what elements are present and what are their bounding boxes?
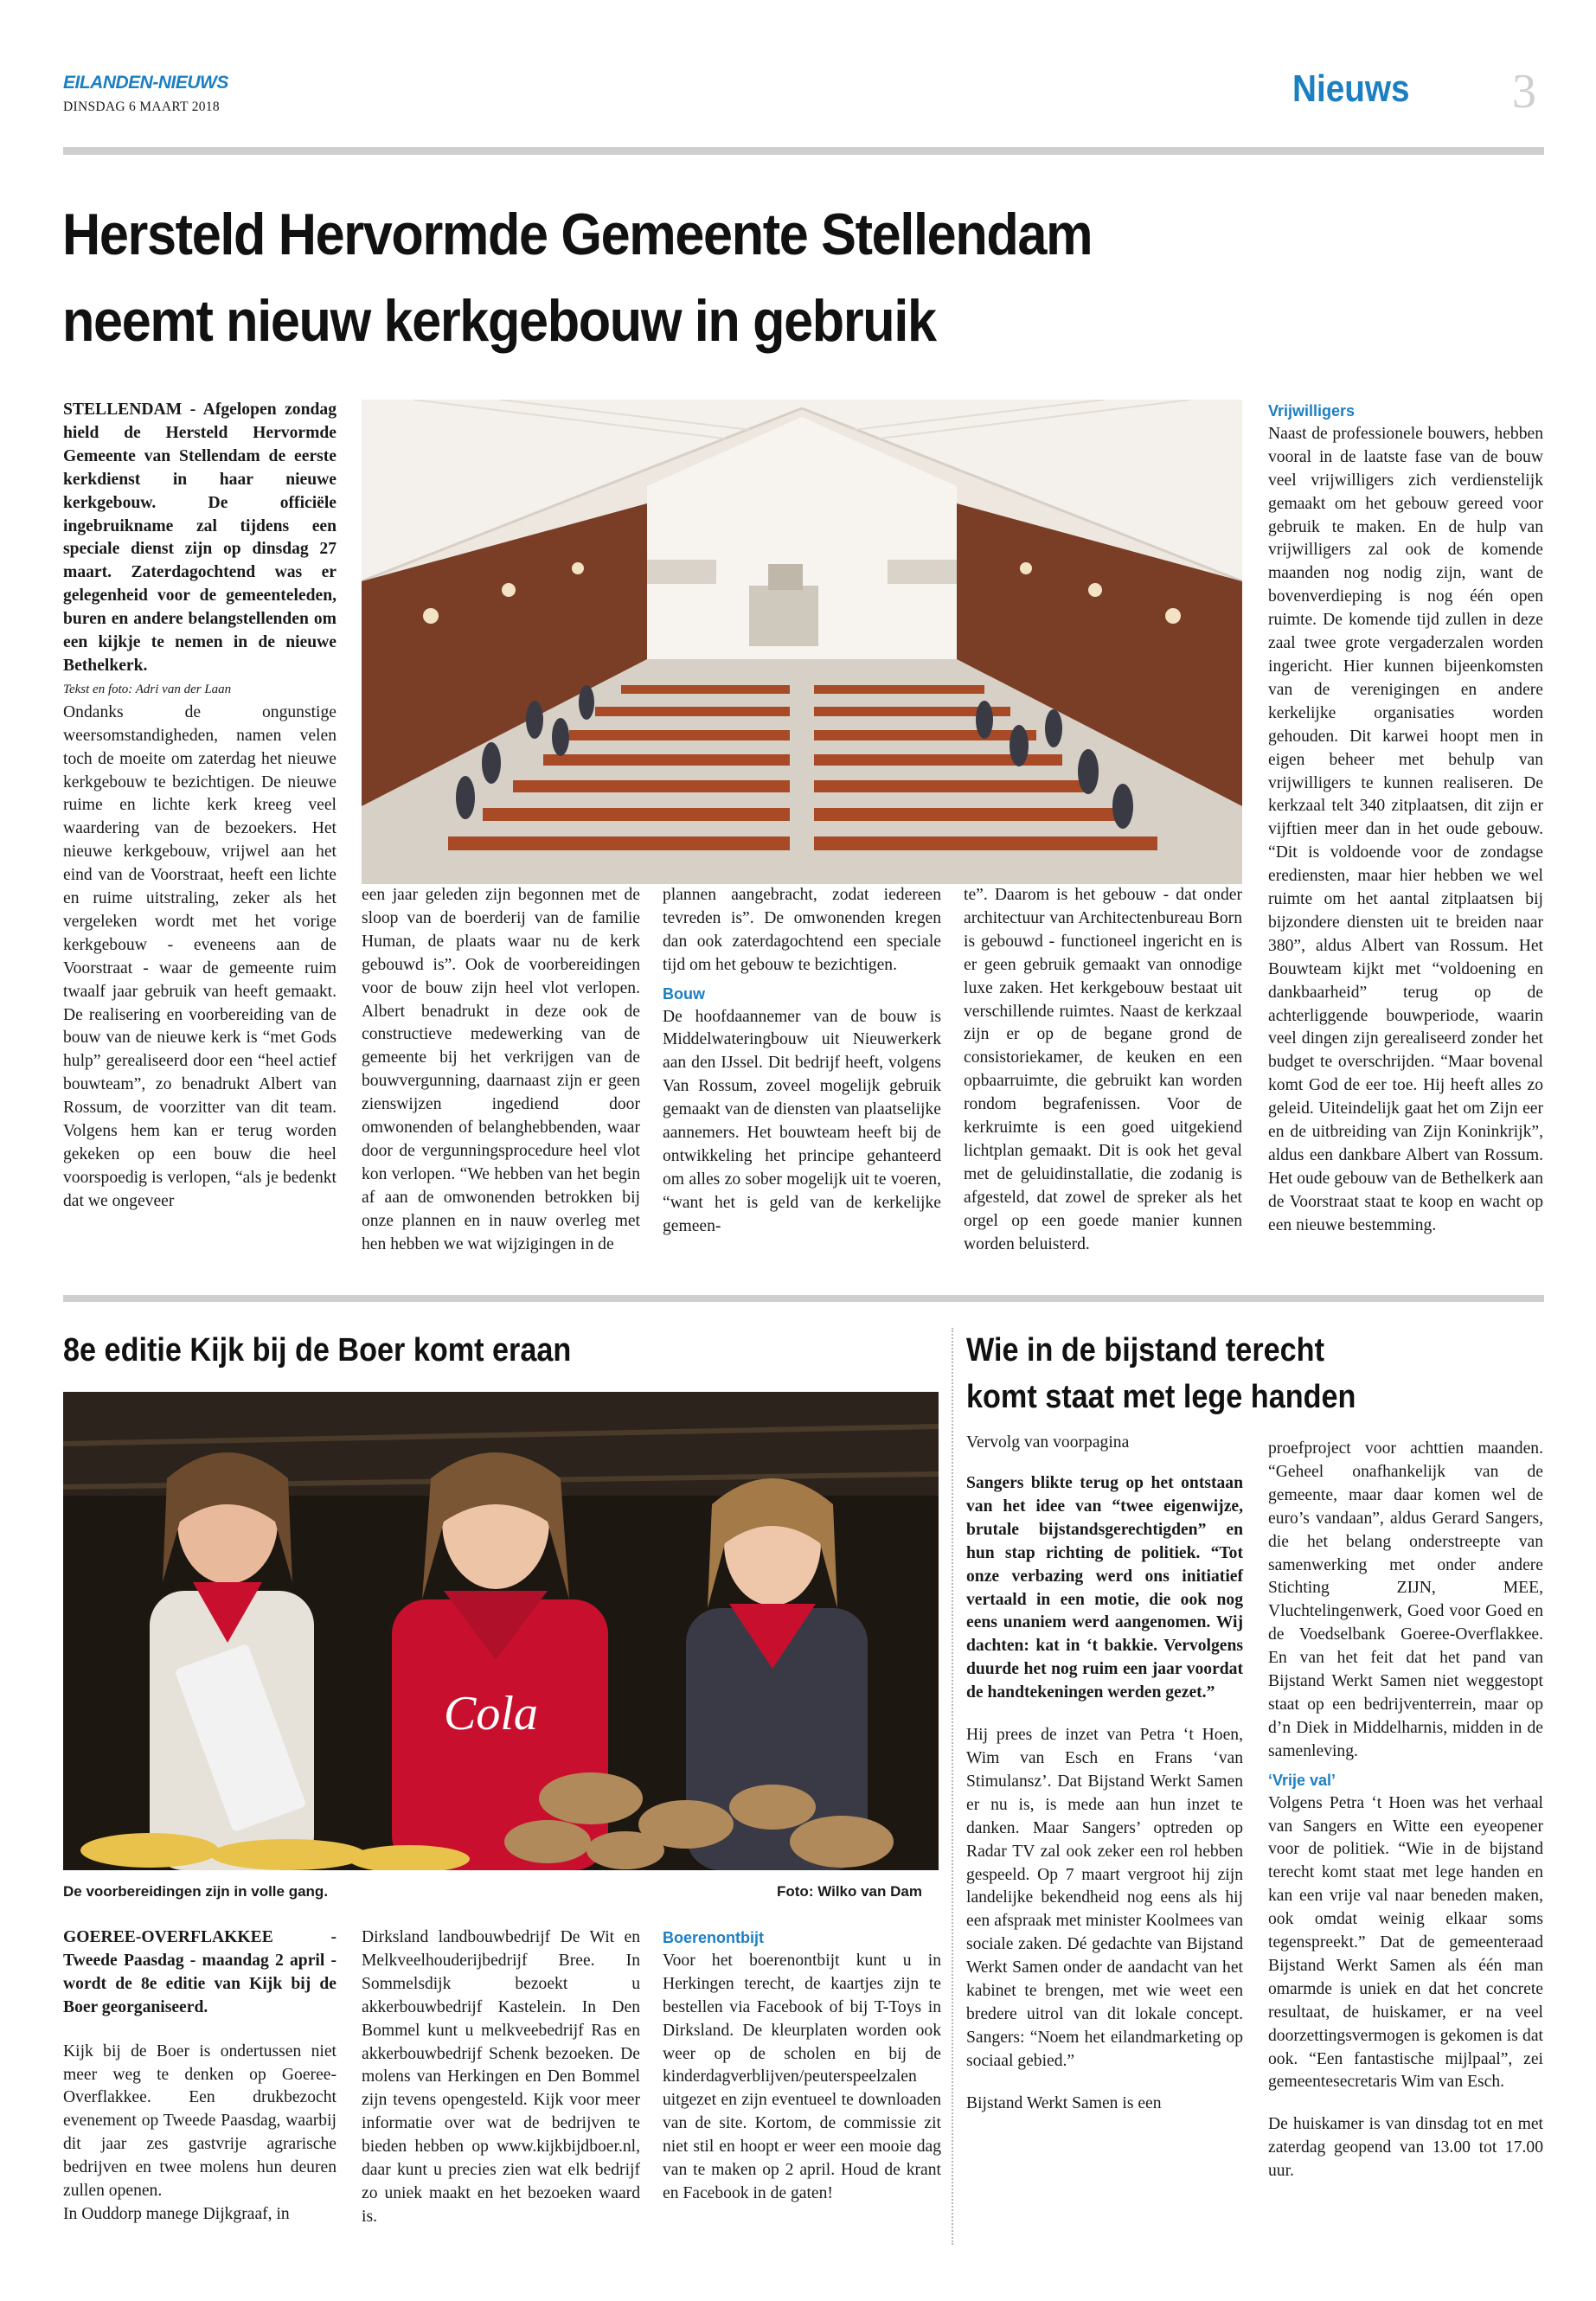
article1-lead: STELLENDAM - Afgelopen zondag hield de Hersteld Hervormde Gemeente van Stellendam de eerste kerkdienst in haar nieuwe kerkgebouw. De officiële ingebruikname zal tijdens een speciale dienst zijn op dinsdag 27 maart. Zaterdagochtend was er gelegenheid voor de gemeenteleden, buren en andere belangstellenden om een kijkje te nemen in de nieuwe Bethelkerk. xyxy=(63,401,337,675)
article3-col2-body: proefproject voor achttien maanden. “Geheel onafhankelijk van de gemeente, maar daar komen wel de euro’s vandaan”, aldus Gerard Sangers, die het belang onderstreepte van samenwerking met onder andere Stichting ZIJN, MEE, Vluchtelingenwerk, Goed voor Goed en de Voedselbank Goeree-Overflakkee. En van het feit dat het pand van Bijstand Werkt Samen niet weggestopt staat op een bedrijventerrein, maar op d’n Diek in Middelharnis, midden in de samenleving. xyxy=(1268,1439,1543,1760)
article3-kicker: Vervolg van voorpagina xyxy=(966,1433,1130,1452)
church-interior-illustration xyxy=(362,400,1242,884)
article1-subhead-vrijwilligers: Vrijwilligers xyxy=(1268,402,1356,420)
article3-col1-body2: Bijstand Werkt Samen is een xyxy=(966,2093,1162,2112)
article2-headline: 8e editie Kijk bij de Boer komt eraan xyxy=(63,1332,572,1368)
article1-col1 xyxy=(63,399,337,1214)
article1-col5-body: Naast de professionele bouwers, hebben vooral in de laatste fase van de bouw veel vrijwilligers zich verdienstelijk gemaakt om het gebouw gereed voor gebruik te maken. En de hulp van vrijwilligers zal ook de komende maanden nog nodig zijn, want de bovenverdieping is nog één open ruimte. De komende tijd zullen in deze zaal twee grote vergaderzalen worden ingericht. Hier kunnen bijeenkomsten van de verenigingen en andere kerkelijke organisaties worden gehouden. Dit karwei hoopt men in eigen beheer met behulp van vrijwilligers te kunnen realiseren. De kerkzaal telt 340 zitplaatsen, dit zijn er vijftien meer dan in het oude gebouw. “Dit is voldoende voor de zondagse erediensten, maar hier hebben we wel ruimte om het aantal zitplaatsen bij bijzondere diensten uit te breiden naar 380”, aldus Albert van Rossum. Het Bouwteam kijkt met “voldoening en dankbaarheid” terug op de achterliggende bouwperiode, waarin veel dingen zijn gerealiseerd zonder het budget te overschrijden. “Maar bovenal komt God de eer toe. Hij heeft alles zo geleid. Uiteindelijk gaat het om Zijn eer en de uitbreiding van Zijn Koninkrijk”, aldus een dankbare Albert van Rossum. Het oude gebouw van de Bethelkerk aan de Voorstraat staat te koop en wacht op een nieuwe bestemming. xyxy=(1268,424,1543,1234)
farm-children-illustration xyxy=(63,1392,939,1870)
church-interior-photo xyxy=(362,400,1242,884)
article3-col2 xyxy=(1268,1438,1543,2183)
article1-col2 xyxy=(362,884,640,1257)
article2-col3 xyxy=(663,1926,941,2206)
article2-col1-body2: In Ouddorp manege Dijkgraaf, in xyxy=(63,2204,290,2223)
article3-col2-body3: De huiskamer is van dinsdag tot en met zaterdag geopend van 13.00 tot 17.00 uur. xyxy=(1268,2115,1543,2181)
column-divider xyxy=(952,1328,953,2245)
article2-photo-credit: Foto: Wilko van Dam xyxy=(777,1883,922,1900)
article2-col2 xyxy=(362,1926,640,2229)
article3-subhead-vrije-val: ‘Vrije val’ xyxy=(1268,1771,1336,1789)
masthead-logo: EILANDEN-NIEUWS xyxy=(63,73,228,93)
article1-col3-body: plannen aangebracht, zodat iedereen tevreden is”. De omwonenden kregen dan ook zaterdagochtend een speciale tijd om het gebouw te bezichtigen. xyxy=(663,886,941,974)
article2-col3-body: Voor het boerenontbijt kunt u in Herkingen terecht, de kaartjes zijn te bestellen via Facebook of bij T-Toys in Dirksland. De kleurplaten worden ook weer op de scholen en bij de kinderdagverblijven/peuterspeelzalen uitgezet en zijn eventueel te downloaden van de site. Kortom, de commissie zit niet stil en hoopt er weer een mooie dag van te maken op 2 april. Houd de krant en Facebook in de gaten! xyxy=(663,1951,941,2202)
article1-credit: Tekst en foto: Adri van der Laan xyxy=(63,682,232,696)
article2-lead: GOEREE-OVERFLAKKEE - Tweede Paasdag - maandag 2 april - wordt de 8e editie van Kijk bij de Boer georganiseerd. xyxy=(63,1928,337,2016)
article1-col4-body: te”. Daarom is het gebouw - dat onder architectuur van Architectenbureau Born is gebouwd - functioneel ingericht en is er geen gebruik gemaakt van onnodige luxe zaken. Het kerkgebouw bestaat uit verschillende ruimtes. Naast de kerkzaal zijn er op de begane grond de consistoriekamer, de keuken en een opbaarruimte, die gebruikt kan worden rondom begrafenissen. Voor de kerkruimte is een goed uitgekiend lichtplan gemaakt. Dit is ook het geval met de geluidinstallatie, die zodanig is afgesteld, dat zowel de spreker als het orgel op een goede manier kunnen worden beluisterd. xyxy=(964,886,1242,1253)
article3-col1 xyxy=(966,1472,1243,2116)
page-number: 3 xyxy=(1512,65,1536,119)
article1-col3-body2: De hoofdaannemer van de bouw is Middelwateringbouw uit Nieuwerkerk aan den IJssel. Dit bedrijf heeft, volgens Van Rossum, zoveel mogelijk gebruik gemaakt van de diensten van plaatselijke aannemers. Het bouwteam heeft bij de ontwikkeling het principe gehanteerd om alles zo sober mogelijk uit te voeren, “want het is geld van de kerkelijke gemeen- xyxy=(663,1007,941,1235)
svg-text:Cola: Cola xyxy=(444,1687,538,1740)
article1-col1-body: Ondanks de ongunstige weersomstandigheden, namen velen toch de moeite om zaterdag het nieuwe kerkgebouw te bezichtigen. De nieuwe ruime en lichte kerk kreeg veel waardering van de bezoekers. Het nieuwe kerkgebouw, vrijwel aan het eind van de Voorstraat, heeft een lichte en ruime uitstraling, zeker als het vergeleken wordt met het vorige kerkgebouw - eveneens aan de Voorstraat - waar de gemeente ruim twaalf jaar gebruik van heeft gemaakt. De realisering en voorbereiding van de bouw van de nieuwe kerk is “met Gods hulp” gerealiseerd door een “heel actief bouwteam”, zo benadrukt Albert van Rossum, de voorzitter van dit team. Volgens hem kan er terug worden gekeken op een bouw die heel voorspoedig is verlopen, “als je bedenkt dat we ongeveer xyxy=(63,702,337,1210)
article1-col4 xyxy=(964,884,1242,1257)
article2-col2-body: Dirksland landbouwbedrijf De Wit en Melkveelhouderijbedrijf Bree. In Sommelsdijk bezoekt u akkerbouwbedrijf Kastelein. In Den Bommel kunt u melkveebedrijf Ras en akkerbouwbedrijf Schenk bezoeken. De molens van Herkingen en Den Bommel zijn tevens opengesteld. Kijk voor meer informatie over wat de bedrijven te bieden hebben op www.kijkbijdboer.nl, daar kunt u precies zien wat elk bedrijf zo uniek maakt en het bezoeken waard is. xyxy=(362,1928,640,2226)
article1-col2-body: een jaar geleden zijn begonnen met de sloop van de boerderij van de familie Human, de plaats waar nu de kerk gebouwd is”. Ook de voorbereidingen voor de bouw zijn heel vlot verlopen. Albert benadrukt in deze ook de constructieve medewerking van de gemeente bij het verkrijgen van de bouwvergunning, daarnaast zijn er geen zienswijzen ingediend door omwonenden of belanghebbenden, waar door de vergunningsprocedure heel vlot kon verlopen. “We hebben van het begin af aan de omwonenden betrokken bij onze plannen en in nauw overleg met hen hebben we wat wijzigingen in de xyxy=(362,886,640,1253)
article3-col1-body: Hij prees de inzet van Petra ‘t Hoen, Wim van Esch en Frans ‘van Stimulansz’. Dat Bijstand Werkt Samen er nu is, is mede aan hun inzet te danken. Maar Sangers’ optreden op Radar TV zal ook zeker een rol hebben gespeeld. Op 7 maart vergroot hij zijn landelijke bekendheid nog eens als hij een afspraak met minister Koolmees van sociale zaken. Dé gedachte van Bijstand Werkt Samen onder de aandacht van het kabinet te brengen, met wie weet een bredere uitrol van dit lokale concept. Sangers: “Noem het eilandmarketing op sociaal gebied.” xyxy=(966,1726,1243,2070)
article3-headline-line1: Wie in de bijstand terecht xyxy=(966,1332,1324,1368)
article3-col2-body2: Volgens Petra ‘t Hoen was het verhaal van Sangers en Witte een eyeopener voor de politiek. “Wie in de bijstand terecht komt staat met lege handen en kan een vrije val naar beneden maken, ook omdat weinig elkaar soms tegenspreekt.” Dat de gemeenteraad Bijstand Werkt Samen als één man omarmde is uniek en dat het concrete resultaat, de huiskamer, er na veel doorzettingsvermogen is gekomen is dat ook. “Een fantastische mijlpaal”, zei gemeentesecretaris Wim van Esch. xyxy=(1268,1793,1543,2092)
article1-col3 xyxy=(663,884,941,1239)
article3-headline-line2: komt staat met lege handen xyxy=(966,1379,1356,1415)
article1-col5 xyxy=(1268,400,1543,1238)
farm-children-photo xyxy=(63,1392,939,1870)
article1-headline-line1: Hersteld Hervormde Gemeente Stellendam xyxy=(62,202,1093,267)
article1-subhead-bouw: Bouw xyxy=(663,984,705,1003)
article2-col1-body: Kijk bij de Boer is ondertussen niet meer weg te denken op Goeree-Overflakkee. Een drukbezocht evenement op Tweede Paasdag, waarbij dit jaar zes gastvrije agrarische bedrijven en twee molens hun deuren zullen openen. xyxy=(63,2041,337,2201)
article1-headline-line2: neemt nieuw kerkgebouw in gebruik xyxy=(62,288,936,354)
section-divider xyxy=(63,1295,1544,1302)
article2-col1 xyxy=(63,1926,337,2227)
article2-caption: De voorbereidingen zijn in volle gang. xyxy=(63,1883,329,1900)
article2-subhead-boerenontbijt: Boerenontbijt xyxy=(663,1929,764,1946)
masthead-divider xyxy=(63,147,1544,155)
section-label: Nieuws xyxy=(1292,67,1410,110)
article3-lead: Sangers blikte terug op het ontstaan van het idee van “twee eigenwijze, brutale bijstandsgerechtigden” en hun stap richting de politiek. “Tot onze verbazing werd ons initiatief vertaald in een motie, die ook nog eens unaniem werd aangenomen. Wij dachten: kat in ‘t bakkie. Vervolgens duurde het nog ruim een jaar voordat de handtekeningen werden gezet.” xyxy=(966,1474,1243,1702)
masthead-date: DINSDAG 6 MAART 2018 xyxy=(63,99,220,114)
